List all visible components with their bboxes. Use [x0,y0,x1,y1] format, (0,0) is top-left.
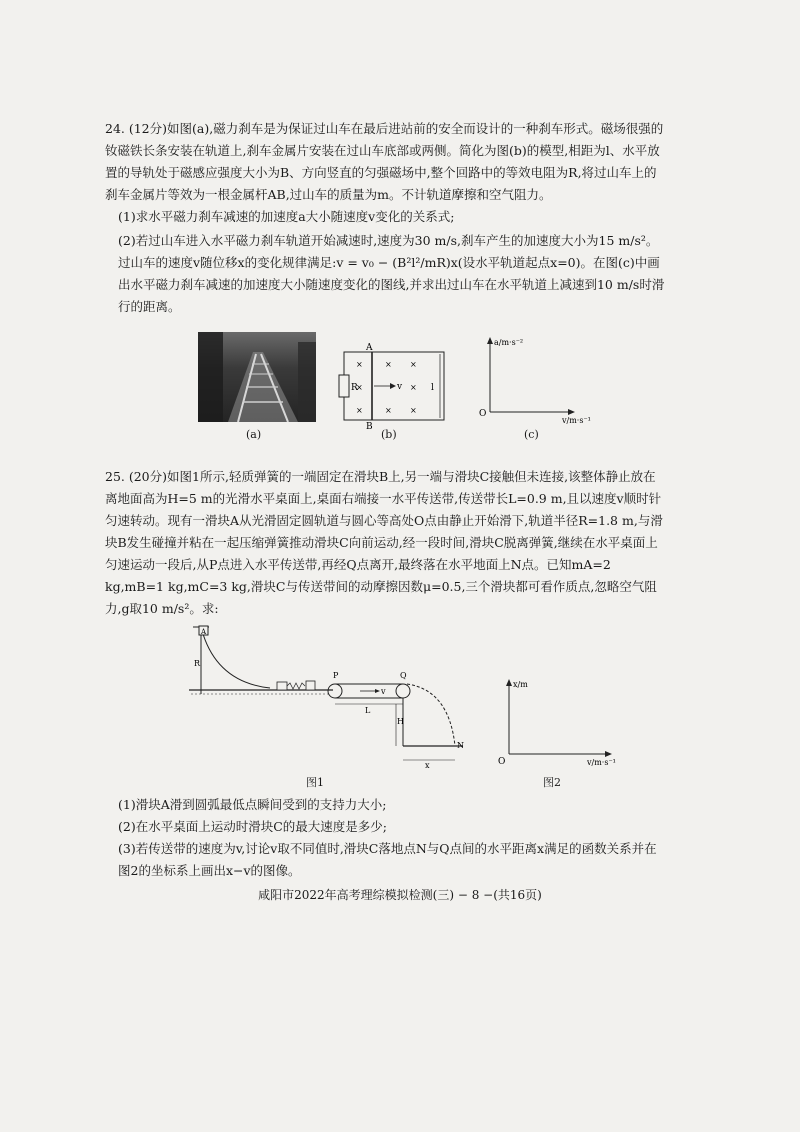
fig-b-A: A [366,343,373,353]
fig1-diagram [185,622,475,770]
cross-mark: × [410,383,417,392]
cross-mark: × [385,360,392,369]
fig-b-B: B [366,422,373,430]
cross-mark: × [410,360,417,369]
fig2-x-axis-label: v/m·s⁻¹ [587,758,616,767]
fig-b-l: l [431,383,434,393]
q25-intro: 25. (20分)如图1所示,轻质弹簧的一端固定在滑块B上,另一端与滑块C接触但未连接,该整体静止放在离地面高为H=5 m的光滑水平桌面上,桌面右端接一水平传送带,传送带长L=0.9 m,且以速度v顺时针匀速转动。现有一滑块A从光滑固定圆轨道与圆心等高处O点由静止开始滑下,轨道半径R=1.8 m,与滑块B发生碰撞并粘在一起压缩弹簧推动滑块C向前运动,经一段时间,滑块C脱离弹簧,继续在水平桌面上匀速运动一段后,从P点进入水平传送带,再经Q点离开,最终落在水平地面上N点。已知mA=2 kg,mB=1 kg,mC=3 kg,滑块C与传送带间的动摩擦因数μ=0.5,三个滑块都可看作质点,忽略空气阻力,g取10 m/s²。求: [105,469,663,616]
fig2-axes [495,670,625,770]
q24-intro: 24. (12分)如图(a),磁力刹车是为保证过山车在最后进站前的安全而设计的一种刹车形式。磁场很强的钕磁铁长条安装在轨道上,刹车金属片安装在过山车底部或两侧。简化为图(b)的模型,相距为l、水平放置的导轨处于磁感应强度大小为B、方向竖直的匀强磁场中,整个回路中的等效电阻为R,将过山车上的刹车金属片等效为一根金属杆AB,过山车的质量为m。不计轨道摩擦和空气阻力。 [105,121,664,202]
fig1-H: H [397,717,404,726]
fig-c-label: (c) [524,428,539,441]
fig1-P: P [333,671,339,680]
q25-part3: (3)若传送带的速度为v,讨论v取不同值时,滑块C落地点N与Q点间的水平距离x满足的函数关系并在图2的坐标系上画出x−v的图像。 [118,841,657,878]
fig2-origin: O [498,757,506,767]
fig-c-y-axis-label: a/m·s⁻² [494,338,524,347]
fig1-v: v [381,687,386,696]
q24-part2: (2)若过山车进入水平磁力刹车轨道开始减速时,速度为30 m/s,刹车产生的加速度大小为15 m/s²。过山车的速度v随位移x的变化规律满足:v = v₀ − (B²l²/mR)x(设水平轨道起点x=0)。在图(c)中画出水平磁力刹车减速的加速度大小随速度变化的图线,并求出过山车在水平轨道上减速到10 m/s时滑行的距离。 [118,233,665,314]
fig1-N: N [457,741,464,750]
fig1-L: L [365,706,371,715]
cross-mark: × [410,406,417,415]
fig-c-origin: O [479,409,487,419]
q25-part1: (1)滑块A滑到圆弧最低点瞬间受到的支持力大小; [118,797,387,812]
q25-part2: (2)在水平桌面上运动时滑块C的最大速度是多少; [118,819,387,834]
fig2-y-axis-label: x/m [513,680,528,689]
page-footer: 咸阳市2022年高考理综模拟检测(三) − 8 −(共16页) [258,888,542,902]
fig-b-v: v [397,382,403,392]
fig-a-label: (a) [246,428,262,441]
cross-mark: × [356,383,363,392]
cross-mark: × [356,360,363,369]
fig-b-R: R [351,383,358,393]
fig-c-axes [470,334,600,424]
fig-b-circuit [330,340,460,430]
fig1-label: 图1 [306,776,324,789]
fig1-Q: Q [400,671,407,680]
fig1-R: R [194,659,201,668]
cross-mark: × [356,406,363,415]
q24-part1: (1)求水平磁力刹车减速的加速度a大小随速度v变化的关系式; [118,209,455,224]
cross-mark: × [385,406,392,415]
fig-b-label: (b) [381,428,397,441]
fig-c-x-axis-label: v/m·s⁻¹ [562,416,591,424]
fig2-label: 图2 [543,776,561,789]
fig1-x: x [425,761,430,770]
fig1-A: A [201,628,207,636]
roller-coaster-photo [198,332,316,422]
